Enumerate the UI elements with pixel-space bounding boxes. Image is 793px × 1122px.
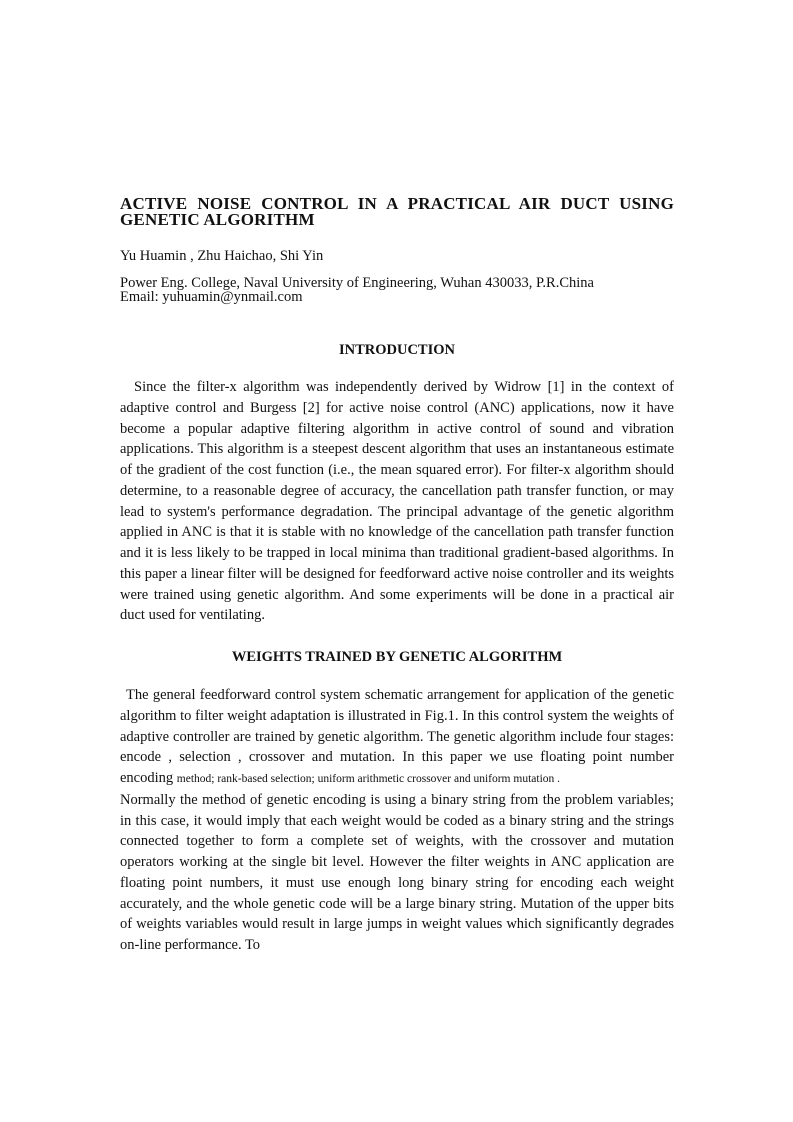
introduction-heading: INTRODUCTION <box>338 342 455 358</box>
affiliation-block <box>120 276 674 304</box>
paper-page <box>120 196 674 956</box>
affiliation: Power Eng. College, Naval University of Engineering, Wuhan 430033, P.R.China <box>120 275 594 291</box>
weights-paragraph-1-text: The general feedforward control system schematic arrangement for application of the genetic algorithm to filter weight adaptation is illustrated in Fig.1. In this control system the weights of adaptive controller are trained by genetic algorithm. The genetic algorithm include four stages: encode , selection , crossover and mutation. In this paper we use floating point number encoding <box>120 687 674 786</box>
weights-paragraph-1-small-text: method; rank-based selection; uniform arithmetic crossover and uniform mutation . <box>176 773 561 785</box>
author-email: Email: yuhuamin@ynmail.com <box>120 289 303 305</box>
weights-paragraph-2: Normally the method of genetic encoding is using a binary string from the problem variables; in this case, it would imply that each weight would be coded as a binary string and the strings connected together to form a complete set of weights, with the crossover and mutation operators working at the single bit level. However the filter weights in ANC application are floating point numbers, it must use enough long binary string for encoding each weight accurately, and the whole genetic code will be a large binary string. Mutation of the upper bits of weights variables would result in large jumps in weight values which significantly degrades on-line performance. To <box>120 791 674 953</box>
paper-title: ACTIVE NOISE CONTROL IN A PRACTICAL AIR DUCT USING GENETIC ALGORITHM <box>120 194 674 229</box>
introduction-paragraph: Since the filter-x algorithm was independently derived by Widrow [1] in the context of adaptive control and Burgess [2] for active noise control (ANC) applications, now it have become a popular adaptive filtering algorithm in active control of sound and vibration applications. This algorithm is a steepest descent algorithm that uses an instantaneous estimate of the gradient of the cost function (i.e., the mean squared error). For filter-x algorithm should determine, to a reasonable degree of accuracy, the cancellation path transfer function, or may lead to system's performance degradation. The principal advantage of the genetic algorithm applied in ANC is that it is stable with no knowledge of the cancellation path transfer function and it is less likely to be trapped in local minima than traditional gradient-based algorithms. In this paper a linear filter will be designed for feedforward active noise controller and its weights were trained using genetic algorithm. And some experiments will be done in a practical air duct used for ventilating. <box>120 379 674 624</box>
author-list: Yu Huamin , Zhu Haichao, Shi Yin <box>120 248 324 264</box>
weights-paragraph-1 <box>120 685 674 790</box>
weights-section-heading: WEIGHTS TRAINED BY GENETIC ALGORITHM <box>231 649 563 665</box>
